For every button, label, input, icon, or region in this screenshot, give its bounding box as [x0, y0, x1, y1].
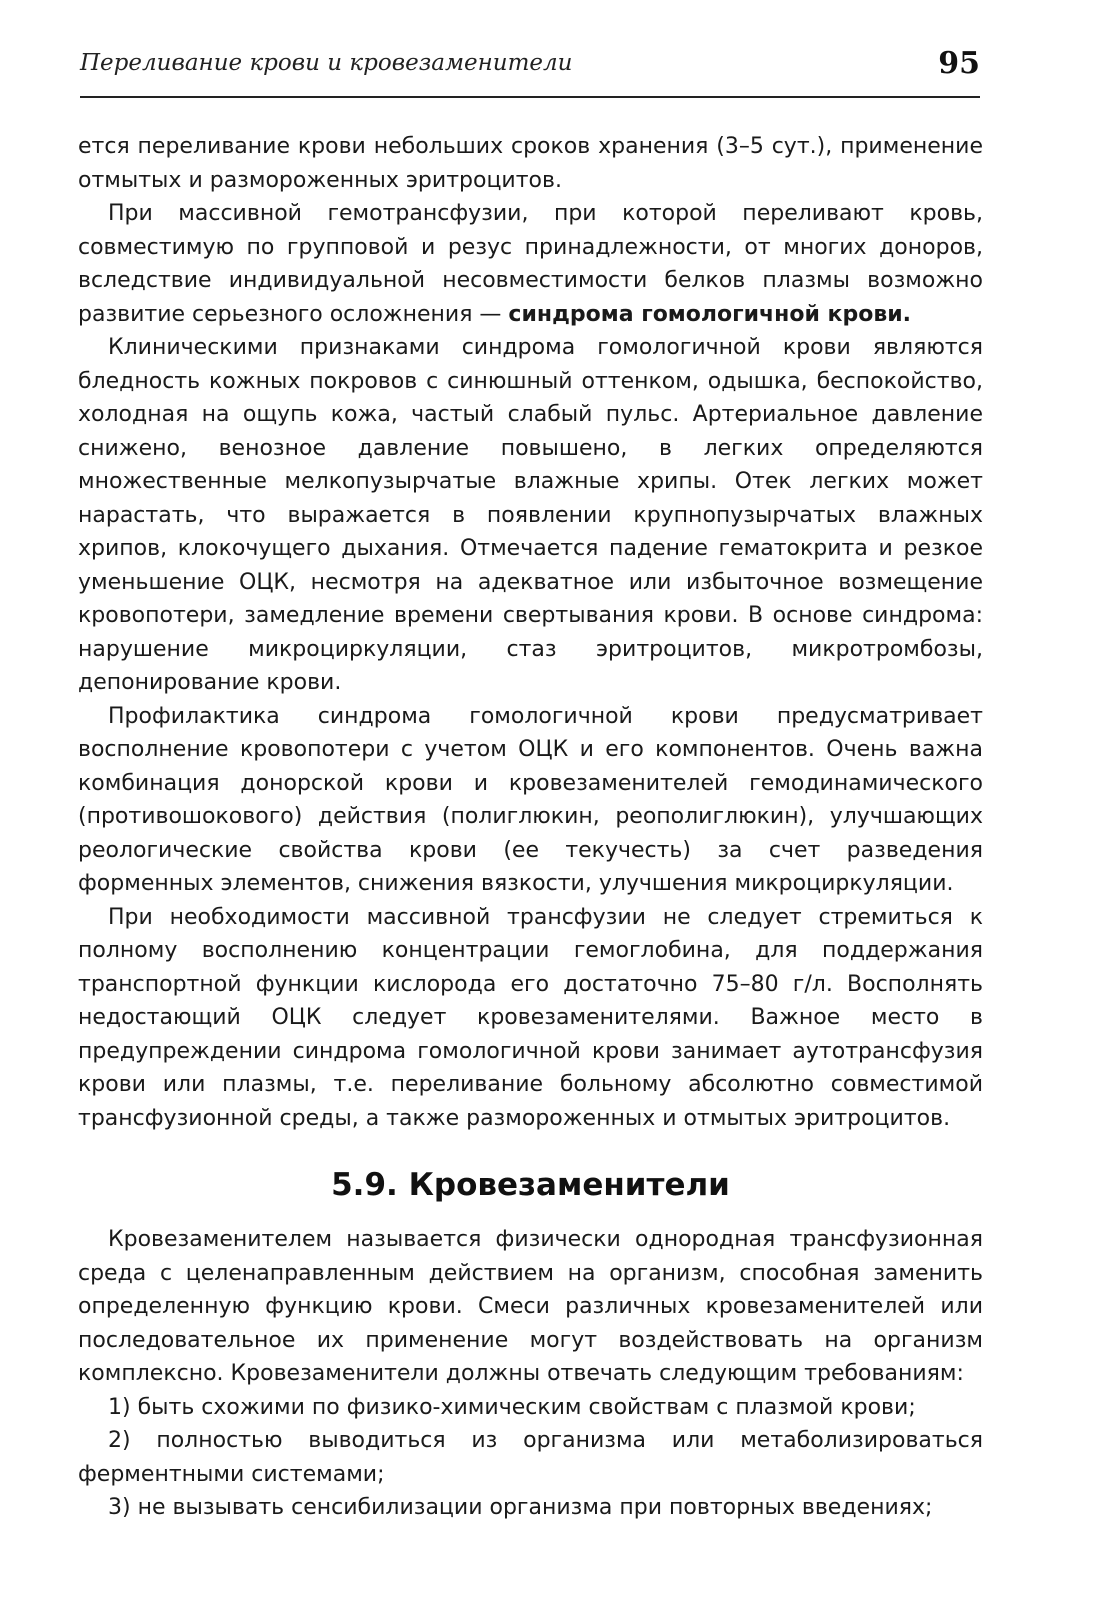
paragraph: ется переливание крови небольших сроков хранения (3–5 сут.), применение отмытых и размороженных эритроцитов. — [78, 134, 983, 193]
list-item: 3) не вызывать сенсибилизации организма при повторных введениях; — [108, 1495, 933, 1520]
bold-term: синдрома гомологичной крови — [508, 301, 903, 327]
running-header — [80, 44, 980, 98]
list-item: 2) полностью выводиться из организма или метаболизироваться ферментными системами; — [78, 1428, 983, 1487]
page-body — [78, 130, 983, 1525]
list-item: 1) быть схожими по физико-химическим свойствам с плазмой крови; — [108, 1394, 916, 1420]
paragraph-text: При массивной гемотрансфузии, при которой переливают кровь, совместимую по групповой и резус принадлежности, от многих доноров, вследствие индивидуальной несовместимости белков плазмы возможно развитие серьезного осложнения — — [78, 201, 983, 327]
paragraph: Кровезаменителем называется физически однородная трансфузионная среда с целенаправленным действием на организм, способная заменить определенную функцию крови. Смеси различных кровезаменителей или последовательное их применение могут воздействовать на организм комплексно. Кровезаменители должны отвечать следующим требованиям: — [78, 1227, 983, 1386]
paragraph-end: . — [902, 301, 912, 327]
paragraph — [78, 197, 983, 331]
paragraph: Клиническими признаками синдрома гомологичной крови являются бледность кожных покровов с синюшный оттенком, одышка, беспокойство, холодная на ощупь кожа, частый слабый пульс. Артериальное давление снижено, венозное давление повышено, в легких определяются множественные мелкопузырчатые влажные хрипы. Отек легких может нарастать, что выражается в появлении крупнопузырчатых влажных хрипов, клокочущего дыхания. Отмечается падение гематокрита и резкое уменьшение ОЦК, несмотря на адекватное или избыточное возмещение кровопотери, замедление времени свертывания крови. В основе синдрома: нарушение микроциркуляции, стаз эритроцитов, микротромбозы, депонирование крови. — [78, 335, 983, 695]
page-number: 95 — [938, 46, 980, 81]
paragraph: При необходимости массивной трансфузии не следует стремиться к полному восполнению концентрации гемоглобина, для поддержания транспортной функции кислорода его достаточно 75–80 г/л. Восполнять недостающий ОЦК следует кровезаменителями. Важное место в предупреждении синдрома гомологичной крови занимает аутотрансфузия крови или плазмы, т.е. переливание больному абсолютно совместимой трансфузионной среды, а также размороженных и отмытых эритроцитов. — [78, 904, 983, 1131]
paragraph: Профилактика синдрома гомологичной крови предусматривает восполнение кровопотери с учетом ОЦК и его компонентов. Очень важна комбинация донорской крови и кровезаменителей гемодинамического (противошокового) действия (полиглюкин, реополиглюкин), улучшающих реологические свойства крови (ее текучесть) за счет разведения форменных элементов, снижения вязкости, улучшения микроциркуляции. — [78, 703, 983, 896]
section-heading: 5.9. Кровезаменители — [331, 1167, 730, 1203]
running-title: Переливание крови и кровезаменители — [80, 50, 573, 76]
